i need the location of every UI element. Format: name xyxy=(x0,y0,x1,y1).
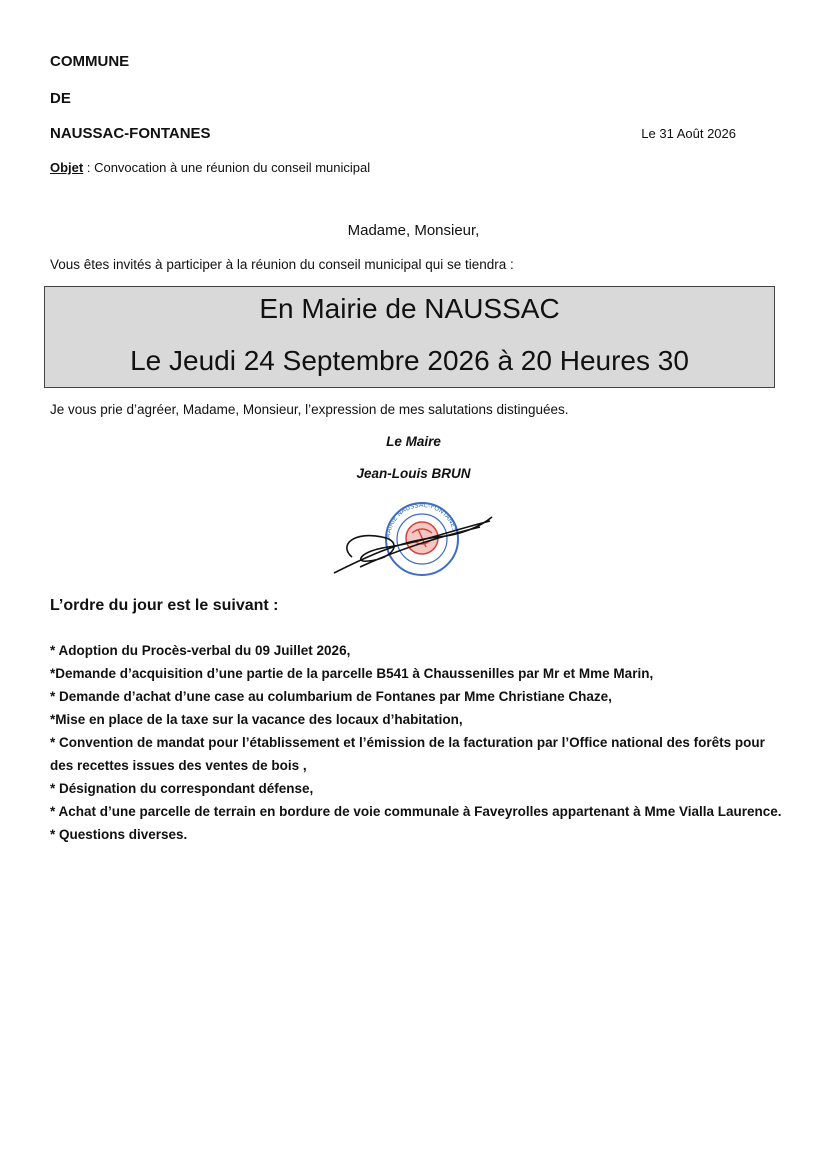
stamp-text: MAIRIE NAUSSAC-FONTANES xyxy=(383,500,460,540)
invitation-text: Vous êtes invités à participer à la réunion du conseil municipal qui se tiendra : xyxy=(50,257,514,272)
agenda-item: * Achat d’une parcelle de terrain en bordure de voie communale à Faveyrolles appartenant à Mme Vialla Laurence. xyxy=(50,804,782,819)
agenda-item: *Demande d’acquisition d’une partie de la parcelle B541 à Chaussenilles par Mr et Mme Marin, xyxy=(50,666,654,681)
subject-line xyxy=(50,160,370,175)
signatory-title: Le Maire xyxy=(386,434,441,449)
subject-text: : Convocation à une réunion du conseil municipal xyxy=(83,160,371,175)
commune-name: NAUSSAC-FONTANES xyxy=(50,125,211,142)
signature-stamp xyxy=(330,497,500,584)
agenda-item: *Mise en place de la taxe sur la vacance des locaux d’habitation, xyxy=(50,712,463,727)
closing-formula: Je vous prie d’agréer, Madame, Monsieur, l’expression de mes salutations distinguées. xyxy=(50,402,569,417)
meeting-box xyxy=(44,286,775,388)
agenda-heading: L’ordre du jour est le suivant : xyxy=(50,597,279,614)
agenda-item: * Demande d’achat d’une case au columbarium de Fontanes par Mme Christiane Chaze, xyxy=(50,689,612,704)
greeting: Madame, Monsieur, xyxy=(347,222,480,239)
agenda-list xyxy=(50,639,790,846)
subject-label: Objet xyxy=(50,160,84,175)
agenda-item: * Adoption du Procès-verbal du 09 Juillet 2026, xyxy=(50,643,351,658)
agenda-item: * Convention de mandat pour l’établissement et l’émission de la facturation par l’Office national des forêts pour des recettes issues des ventes de bois , xyxy=(50,735,765,773)
meeting-place: En Mairie de NAUSSAC xyxy=(259,293,560,324)
agenda-item: * Désignation du correspondant défense, xyxy=(50,781,314,796)
agenda-item: * Questions diverses. xyxy=(50,827,188,842)
letter-date: Le 31 Août 2026 xyxy=(641,126,736,141)
meeting-datetime: Le Jeudi 24 Septembre 2026 à 20 Heures 30 xyxy=(130,345,689,376)
stamp-signature-icon xyxy=(330,497,500,579)
signatory-name: Jean-Louis BRUN xyxy=(356,466,471,481)
commune-line: COMMUNE xyxy=(50,53,130,70)
de-line: DE xyxy=(50,90,71,107)
